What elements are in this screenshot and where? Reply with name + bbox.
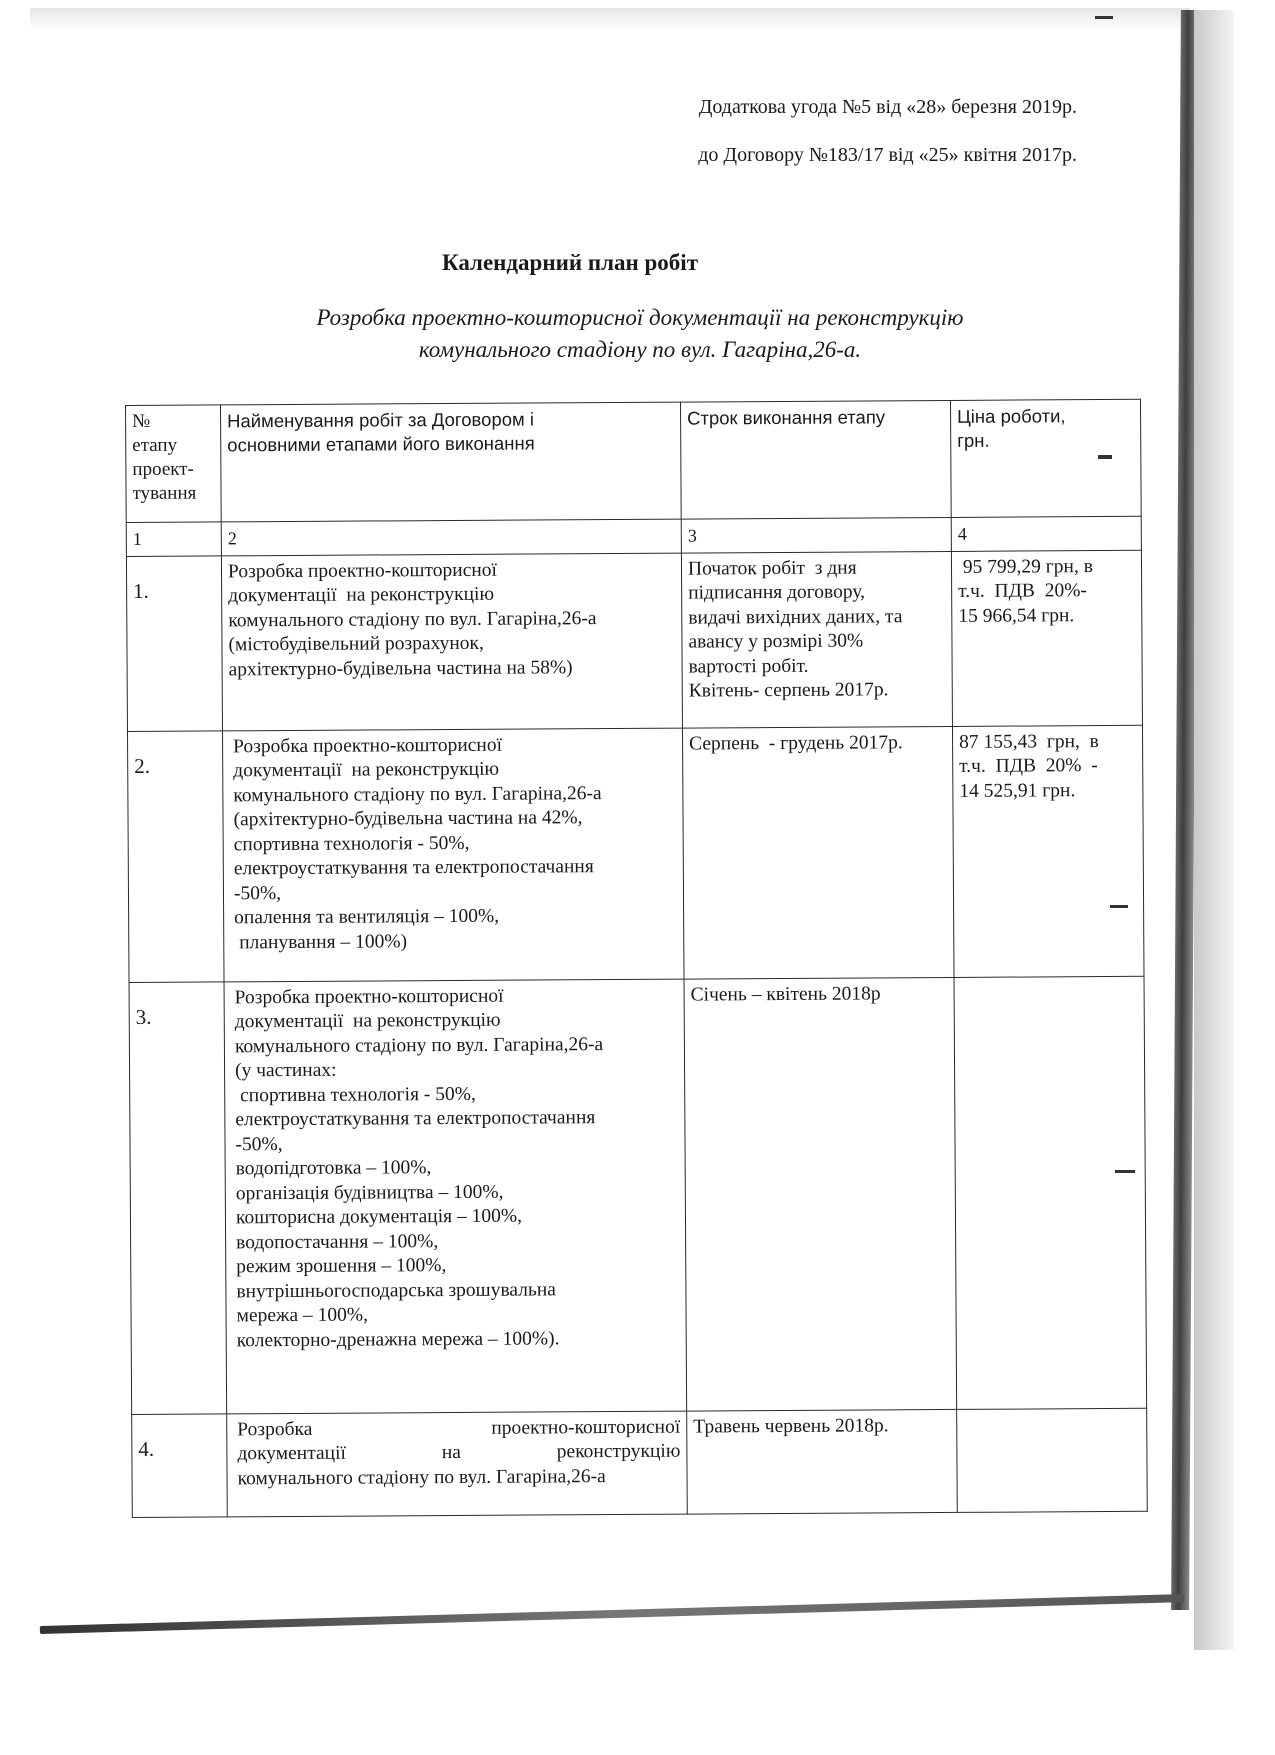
work-line: водопостачання – 100%,: [236, 1230, 439, 1253]
work-line: водопідготовка – 100%,: [235, 1157, 432, 1180]
work-description: [227, 1411, 688, 1517]
stage-price: [957, 1408, 1148, 1512]
work-line: електроустаткування та електропостачання: [235, 1107, 596, 1131]
scan-page-edge-bottom: [40, 1594, 1185, 1634]
header-stage-number: [126, 405, 222, 523]
stage-number: 3.: [129, 981, 227, 1414]
work-line: електроустаткування та електропостачання: [233, 856, 594, 880]
scan-speckle: [1095, 16, 1113, 19]
work-line: (архітектурно-будівельна частина на 42%,: [233, 807, 583, 831]
header-price: [950, 399, 1141, 517]
price-line: 14 525,91 грн.: [959, 779, 1076, 802]
stage-row: [132, 1408, 1148, 1517]
column-number: 3: [681, 517, 951, 552]
stage-term: [682, 726, 954, 979]
term-line: Початок робіт з дня: [687, 557, 857, 580]
header-label-line: тування: [132, 482, 197, 504]
work-word: проектно-кошторисної: [491, 1416, 681, 1439]
work-description: [222, 728, 684, 982]
work-line: Розробка проектно-кошторисної: [227, 559, 497, 582]
work-line: комунального стадіону по вул. Гагаріна,26-а: [233, 782, 602, 806]
subtitle-line: Розробка проектно-кошторисної документації на реконструкцію: [316, 305, 964, 330]
work-word: документації: [237, 1442, 346, 1465]
work-line: документації на реконструкцію: [228, 583, 495, 607]
column-number: 2: [221, 519, 681, 555]
stage-term: [684, 977, 957, 1411]
supplementary-agreement-reference: Додаткова угода №5 від «28» березня 2019р.: [698, 96, 1077, 118]
work-line: планування – 100%): [234, 930, 408, 953]
column-number: 4: [951, 516, 1141, 551]
stage-term: [681, 551, 952, 728]
work-schedule-table: [125, 399, 1148, 1518]
work-line: (у частинах:: [235, 1059, 337, 1082]
work-line: Розробка проектно-кошторисної: [234, 985, 504, 1008]
work-line: режим зрошення – 100%,: [236, 1255, 447, 1278]
stage-number: 2.: [127, 730, 224, 982]
table-header-row: [126, 399, 1142, 522]
term-line: авансу у розмірі 30%: [688, 630, 864, 653]
price-line: т.ч. ПДВ 20%-: [958, 580, 1087, 602]
stage-price: [952, 725, 1144, 977]
work-line: [237, 1440, 680, 1467]
header-label-line: проект-: [132, 458, 194, 480]
term-line: Серпень - грудень 2017р.: [689, 731, 903, 755]
document-title: Календарний план робіт: [441, 250, 698, 275]
work-line: документації на реконструкцію: [233, 758, 500, 782]
header-label-line: Ціна роботи,: [957, 405, 1066, 427]
work-description: [224, 979, 687, 1414]
term-line: Січень – квітень 2018р: [690, 982, 881, 1006]
work-word: реконструкцію: [556, 1440, 681, 1463]
price-line: 95 799,29 грн, в: [957, 555, 1093, 578]
scan-shadow-top: [30, 8, 1190, 30]
subtitle-line: комунального стадіону по вул. Гагаріна,26-а.: [418, 337, 862, 362]
stage-row: [127, 725, 1144, 982]
header-label-line: грн.: [957, 429, 990, 451]
header-work-name: [221, 402, 682, 522]
work-line: колекторно-дренажна мережа – 100%).: [236, 1327, 560, 1351]
price-line: 15 966,54 грн.: [958, 604, 1075, 627]
term-line: видачі вихідних даних, та: [688, 605, 903, 629]
term-line: підписання договору,: [688, 581, 866, 604]
column-number: 1: [126, 522, 221, 556]
stage-term: [687, 1409, 958, 1514]
work-line: спортивна технологія - 50%,: [233, 832, 470, 855]
header-label-line: №: [132, 410, 151, 432]
work-description: [221, 553, 682, 731]
term-line: Травень червень 2018р.: [693, 1414, 889, 1438]
work-word: Розробка: [237, 1418, 313, 1440]
stage-number: 1.: [126, 555, 222, 731]
work-line: Розробка проектно-кошторисної: [233, 734, 503, 757]
header-label-line: Найменування робіт за Договором і: [227, 408, 535, 432]
work-line: документації на реконструкцію: [234, 1009, 501, 1033]
stage-row: [126, 550, 1142, 731]
term-line: Квітень- серпень 2017р.: [688, 679, 889, 702]
header-label-line: Строк виконання етапу: [687, 406, 886, 429]
work-line: комунального стадіону по вул. Гагаріна,26-а: [237, 1465, 606, 1489]
price-line: т.ч. ПДВ 20% -: [959, 755, 1098, 777]
work-line: комунального стадіону по вул. Гагаріна,26-а: [228, 607, 597, 631]
work-word: на: [441, 1441, 461, 1464]
price-line: 87 155,43 грн, в: [959, 730, 1099, 753]
header-label-line: етапу: [132, 434, 178, 456]
work-line: -50%,: [235, 1133, 283, 1155]
work-line: -50%,: [233, 882, 282, 904]
work-line: внутрішньогосподарська зрошувальна: [236, 1278, 556, 1302]
work-line: комунального стадіону по вул. Гагаріна,26-а: [234, 1033, 604, 1057]
work-line: мережа – 100%,: [236, 1304, 369, 1327]
work-line: кошторисна документація – 100%,: [235, 1205, 522, 1229]
work-line: (містобудівельний розрахунок,: [228, 632, 484, 656]
document-subtitle: [200, 302, 1080, 366]
stage-price: [951, 550, 1142, 726]
work-line: архітектурно-будівельна частина на 58%): [228, 656, 573, 680]
contract-reference: до Договору №183/17 від «25» квітня 2017р.: [698, 144, 1077, 166]
term-line: вартості робіт.: [688, 655, 809, 678]
work-line: організація будівництва – 100%,: [235, 1181, 504, 1204]
stage-number: 4.: [132, 1413, 228, 1517]
scan-shadow-right: [1194, 10, 1234, 1650]
work-line: спортивна технологія - 50%,: [235, 1083, 476, 1106]
header-term: [680, 400, 951, 519]
header-label-line: основними етапами його виконання: [227, 432, 535, 456]
work-line: [237, 1415, 680, 1442]
stage-row: [129, 976, 1147, 1414]
work-line: опалення та вентиляція – 100%,: [234, 905, 500, 929]
stage-price: [954, 976, 1147, 1409]
